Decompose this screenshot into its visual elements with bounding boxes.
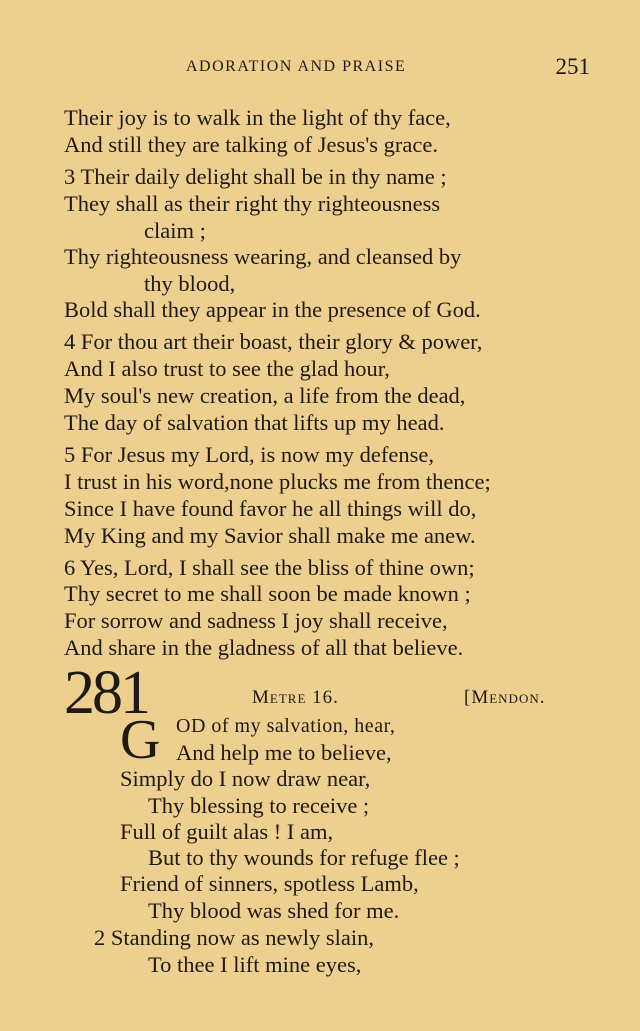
verse-line: Full of guilt alas ! I am, bbox=[120, 819, 334, 844]
verse-line: I trust in his word,none plucks me from thence; bbox=[64, 469, 491, 494]
verse-line: Since I have found favor he all things will do, bbox=[64, 496, 477, 521]
verse-line: Thy blood was shed for me. bbox=[148, 898, 400, 923]
verse-line: And still they are talking of Jesus's grace. bbox=[64, 132, 438, 157]
verse-line: Their joy is to walk in the light of thy face, bbox=[64, 105, 451, 130]
drop-cap: G bbox=[120, 709, 161, 771]
page-number: 251 bbox=[555, 54, 590, 79]
verse-line: 6 Yes, Lord, I shall see the bliss of thine own; bbox=[64, 555, 475, 580]
running-head: ADORATION AND PRAISE bbox=[186, 58, 407, 75]
verse-line: Thy righteousness wearing, and cleansed by bbox=[64, 244, 462, 269]
verse-line: And help me to believe, bbox=[176, 740, 392, 765]
verse-line: 4 For thou art their boast, their glory & power, bbox=[64, 329, 483, 354]
verse-line: 2 Standing now as newly slain, bbox=[94, 925, 374, 950]
verse-line: Friend of sinners, spotless Lamb, bbox=[120, 871, 419, 896]
verse-line-first: OD of my salvation, hear, bbox=[176, 715, 396, 737]
page-header bbox=[180, 56, 600, 80]
verse-line: My King and my Savior shall make me anew. bbox=[64, 523, 476, 548]
metre-label: Metre 16. bbox=[252, 687, 339, 708]
verse-line: Bold shall they appear in the presence of God. bbox=[64, 297, 481, 322]
verse-line: Thy blessing to receive ; bbox=[148, 793, 370, 818]
verse-line: 3 Their daily delight shall be in thy name ; bbox=[64, 164, 447, 189]
verse-line: The day of salvation that lifts up my head. bbox=[64, 410, 445, 435]
verse-line: 5 For Jesus my Lord, is now my defense, bbox=[64, 442, 434, 467]
hymn-number: 281 bbox=[64, 659, 148, 727]
verse-line: My soul's new creation, a life from the dead, bbox=[64, 383, 466, 408]
verse-line: Thy secret to me shall soon be made known ; bbox=[64, 581, 471, 606]
verse-line: claim ; bbox=[144, 218, 206, 243]
tune-name: [Mendon. bbox=[464, 687, 546, 708]
verse-line: And share in the gladness of all that believe. bbox=[64, 635, 464, 660]
verse-line: And I also trust to see the glad hour, bbox=[64, 356, 390, 381]
verse-line: To thee I lift mine eyes, bbox=[148, 952, 362, 977]
verse-line: For sorrow and sadness I joy shall receive, bbox=[64, 608, 448, 633]
verse-line: They shall as their right thy righteousness bbox=[64, 191, 441, 216]
verse-line: But to thy wounds for refuge flee ; bbox=[148, 845, 460, 870]
verse-line: Simply do I now draw near, bbox=[120, 766, 371, 791]
verse-line: thy blood, bbox=[144, 271, 236, 296]
